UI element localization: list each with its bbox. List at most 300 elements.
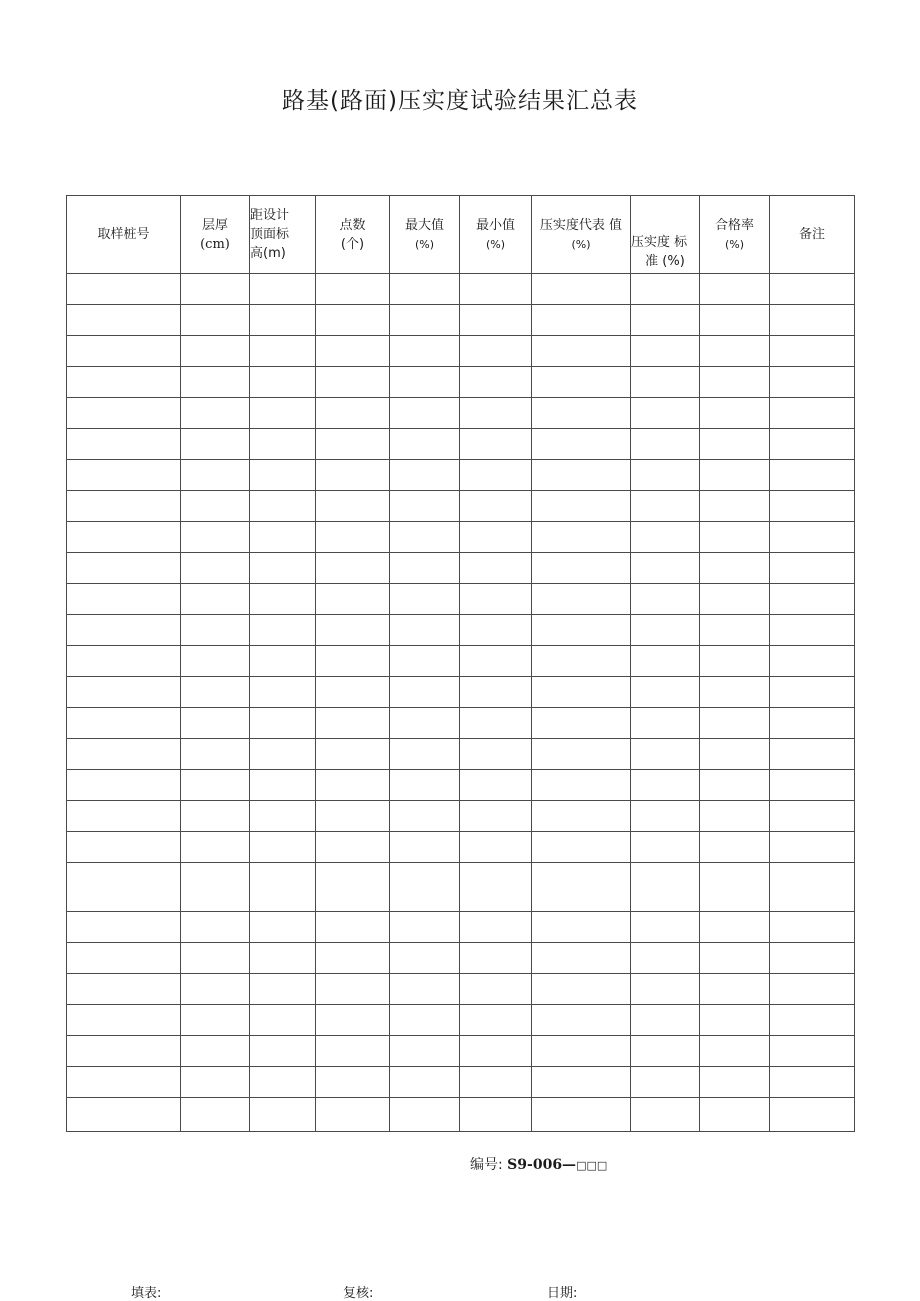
table-cell [770,646,855,677]
table-row [67,863,855,912]
table-cell [700,1098,770,1132]
table-row [67,367,855,398]
table-cell [532,1005,631,1036]
table-cell [250,832,316,863]
table-cell [532,770,631,801]
date-label: 日期: [547,1286,578,1301]
table-cell [700,584,770,615]
table-cell [460,584,532,615]
table-cell [250,367,316,398]
table-cell [631,336,700,367]
table-row [67,1098,855,1132]
table-cell [181,491,250,522]
table-cell [67,770,181,801]
table-cell [700,615,770,646]
table-cell [700,460,770,491]
table-cell [770,584,855,615]
table-cell [460,553,532,584]
table-cell [532,943,631,974]
table-row [67,336,855,367]
table-cell [460,305,532,336]
table-row [67,1036,855,1067]
header-thickness: 层厚 (cm) [181,196,250,274]
table-cell [316,1098,390,1132]
table-cell [67,1098,181,1132]
table-cell [631,429,700,460]
table-cell [631,912,700,943]
table-cell [532,912,631,943]
table-cell [67,584,181,615]
table-cell [181,646,250,677]
table-cell [67,398,181,429]
table-cell [770,801,855,832]
table-cell [67,336,181,367]
table-cell [250,646,316,677]
table-row [67,1005,855,1036]
header-max: 最大值 (%) [390,196,460,274]
table-row [67,677,855,708]
table-cell [67,367,181,398]
table-row [67,522,855,553]
table-cell [181,974,250,1005]
table-cell [532,832,631,863]
table-cell [316,398,390,429]
table-cell [460,770,532,801]
table-cell [316,863,390,912]
table-cell [700,429,770,460]
table-cell [631,367,700,398]
table-cell [700,863,770,912]
table-cell [67,974,181,1005]
table-cell [631,398,700,429]
header-standard: 压实度 标 准 (%) [631,196,700,274]
table-cell [700,367,770,398]
table-cell [181,832,250,863]
table-cell [700,770,770,801]
table-cell [390,305,460,336]
table-cell [460,491,532,522]
table-cell [181,912,250,943]
table-cell [770,943,855,974]
table-cell [316,553,390,584]
review-label: 复核: [343,1286,374,1301]
table-row [67,429,855,460]
table-cell [250,1036,316,1067]
table-cell [181,770,250,801]
table-cell [390,553,460,584]
table-cell [700,1067,770,1098]
table-cell [67,677,181,708]
table-row [67,1067,855,1098]
table-cell [181,801,250,832]
table-cell [532,677,631,708]
table-cell [181,584,250,615]
table-cell [250,677,316,708]
table-cell [390,677,460,708]
table-cell [390,522,460,553]
table-cell [460,646,532,677]
header-representative: 压实度代表 值 (%) [532,196,631,274]
table-cell [181,553,250,584]
table-cell [532,615,631,646]
table-cell [460,522,532,553]
table-cell [316,646,390,677]
table-cell [390,584,460,615]
table-cell [700,1036,770,1067]
table-row [67,832,855,863]
table-cell [460,863,532,912]
table-cell [67,832,181,863]
header-pass-rate: 合格率 (%) [700,196,770,274]
header-points: 点数 (个) [316,196,390,274]
table-cell [532,274,631,305]
table-cell [250,615,316,646]
table-cell [181,522,250,553]
table-cell [390,615,460,646]
table-cell [460,943,532,974]
table-cell [316,305,390,336]
table-cell [532,646,631,677]
table-cell [631,863,700,912]
table-row [67,553,855,584]
table-row [67,274,855,305]
table-cell [250,1098,316,1132]
table-cell [316,1005,390,1036]
table-cell [390,912,460,943]
table-cell [770,912,855,943]
table-cell [316,429,390,460]
table-cell [250,912,316,943]
table-cell [67,615,181,646]
table-cell [532,429,631,460]
table-cell [532,1036,631,1067]
table-cell [700,832,770,863]
header-row [67,196,855,274]
table-cell [460,1005,532,1036]
table-cell [250,553,316,584]
table-cell [700,1005,770,1036]
table-cell [700,943,770,974]
table-cell [250,584,316,615]
table-cell [460,1098,532,1132]
table-row [67,943,855,974]
table-cell [770,1005,855,1036]
table-cell [460,460,532,491]
table-cell [390,801,460,832]
table-cell [700,553,770,584]
table-cell [532,863,631,912]
table-cell [250,274,316,305]
table-cell [770,367,855,398]
table-cell [181,429,250,460]
header-remark: 备注 [770,196,855,274]
table-cell [460,274,532,305]
table-cell [631,1036,700,1067]
table-cell [316,943,390,974]
table-cell [181,336,250,367]
table-row [67,460,855,491]
table-cell [67,491,181,522]
table-cell [532,584,631,615]
table-row [67,739,855,770]
table-cell [67,460,181,491]
table-cell [460,367,532,398]
table-cell [770,832,855,863]
table-cell [390,646,460,677]
table-cell [631,460,700,491]
table-cell [316,460,390,491]
table-cell [67,801,181,832]
table-cell [460,1067,532,1098]
table-cell [250,943,316,974]
table-cell [631,615,700,646]
table-cell [250,1005,316,1036]
header-elevation: 距设计 顶面标 高(m) [250,196,316,274]
table-cell [250,1067,316,1098]
table-cell [316,832,390,863]
table-cell [390,367,460,398]
table-cell [390,1098,460,1132]
fill-label: 填表: [131,1286,162,1301]
table-cell [390,943,460,974]
table-cell [316,615,390,646]
table-cell [316,770,390,801]
table-cell [67,646,181,677]
table-cell [250,398,316,429]
table-cell [532,367,631,398]
table-cell [770,770,855,801]
table-cell [460,429,532,460]
table-cell [770,615,855,646]
table-cell [532,1067,631,1098]
table-cell [532,739,631,770]
table-cell [316,336,390,367]
table-cell [390,863,460,912]
table-cell [532,305,631,336]
table-cell [316,491,390,522]
summary-table [66,195,855,1132]
table-cell [67,1067,181,1098]
table-cell [770,1067,855,1098]
table-row [67,584,855,615]
table-cell [770,274,855,305]
table-cell [250,708,316,739]
table-cell [250,305,316,336]
table-cell [532,974,631,1005]
table-cell [67,943,181,974]
table-cell [770,429,855,460]
table-cell [700,801,770,832]
table-cell [460,677,532,708]
table-cell [460,336,532,367]
table-cell [316,708,390,739]
table-cell [390,398,460,429]
table-cell [532,491,631,522]
table-cell [631,1005,700,1036]
table-row [67,974,855,1005]
table-cell [390,491,460,522]
table-cell [770,553,855,584]
table-cell [631,553,700,584]
table-cell [67,429,181,460]
table-cell [631,305,700,336]
table-cell [181,739,250,770]
table-cell [460,708,532,739]
header-station: 取样桩号 [67,196,181,274]
table-cell [181,1067,250,1098]
table-cell [700,646,770,677]
table-cell [67,305,181,336]
table-body [67,274,855,1132]
table-cell [390,974,460,1005]
table-cell [631,708,700,739]
table-cell [770,522,855,553]
table-cell [67,912,181,943]
table-cell [250,801,316,832]
table-cell [532,460,631,491]
table-cell [181,1098,250,1132]
table-cell [250,863,316,912]
table-cell [460,832,532,863]
table-cell [67,1005,181,1036]
table-cell [67,522,181,553]
table-cell [67,553,181,584]
table-cell [67,708,181,739]
table-cell [631,584,700,615]
table-row [67,770,855,801]
table-cell [67,274,181,305]
table-cell [67,739,181,770]
table-cell [770,677,855,708]
table-cell [700,398,770,429]
table-cell [631,801,700,832]
table-cell [770,1036,855,1067]
table-cell [631,274,700,305]
table-cell [700,491,770,522]
table-cell [316,912,390,943]
table-cell [181,274,250,305]
table-cell [316,801,390,832]
table-cell [631,646,700,677]
table-cell [770,398,855,429]
table-cell [316,584,390,615]
table-cell [770,739,855,770]
table-cell [250,770,316,801]
table-cell [390,739,460,770]
table-cell [181,367,250,398]
table-cell [181,1036,250,1067]
table-cell [390,1067,460,1098]
table-cell [460,912,532,943]
table-cell [631,832,700,863]
table-cell [181,708,250,739]
table-cell [770,305,855,336]
table-cell [770,336,855,367]
table-cell [770,708,855,739]
table-cell [390,708,460,739]
table-cell [631,739,700,770]
table-cell [181,943,250,974]
table-cell [532,522,631,553]
table-cell [316,677,390,708]
table-row [67,615,855,646]
table-cell [631,522,700,553]
table-cell [250,336,316,367]
table-cell [390,274,460,305]
table-cell [700,305,770,336]
table-cell [390,770,460,801]
table-cell [532,708,631,739]
table-cell [700,974,770,1005]
table-row [67,708,855,739]
table-cell [390,429,460,460]
table-cell [181,398,250,429]
table-cell [631,770,700,801]
table-cell [460,739,532,770]
table-cell [631,677,700,708]
table-cell [770,491,855,522]
table-cell [532,553,631,584]
table-cell [532,801,631,832]
table-cell [700,677,770,708]
table-cell [316,522,390,553]
table-row [67,491,855,522]
table-cell [181,677,250,708]
table-cell [67,863,181,912]
table-cell [532,336,631,367]
table-cell [316,1067,390,1098]
table-cell [250,522,316,553]
table-cell [316,1036,390,1067]
table-cell [631,974,700,1005]
document-title: 路基(路面)压实度试验结果汇总表 [282,88,638,114]
table-cell [316,367,390,398]
form-code-value: S9-006— [507,1157,577,1173]
form-code-label: 编号: [470,1157,503,1173]
table-cell [460,974,532,1005]
table-cell [631,1098,700,1132]
table-row [67,801,855,832]
table-cell [390,460,460,491]
table-cell [631,491,700,522]
table-cell [460,615,532,646]
table-cell [181,863,250,912]
table-cell [316,974,390,1005]
table-cell [316,274,390,305]
table-row [67,398,855,429]
table-cell [390,336,460,367]
table-cell [181,615,250,646]
table-cell [700,274,770,305]
table-cell [460,1036,532,1067]
table-cell [390,1036,460,1067]
form-code-boxes: □□□ [576,1159,608,1172]
table-cell [770,1098,855,1132]
table-cell [700,739,770,770]
table-cell [770,974,855,1005]
table-cell [250,429,316,460]
table-row [67,305,855,336]
table-cell [181,460,250,491]
table-cell [250,974,316,1005]
table-cell [390,1005,460,1036]
table-cell [631,943,700,974]
table-row [67,912,855,943]
table-cell [770,460,855,491]
table-cell [700,522,770,553]
table-cell [181,305,250,336]
table-cell [532,398,631,429]
